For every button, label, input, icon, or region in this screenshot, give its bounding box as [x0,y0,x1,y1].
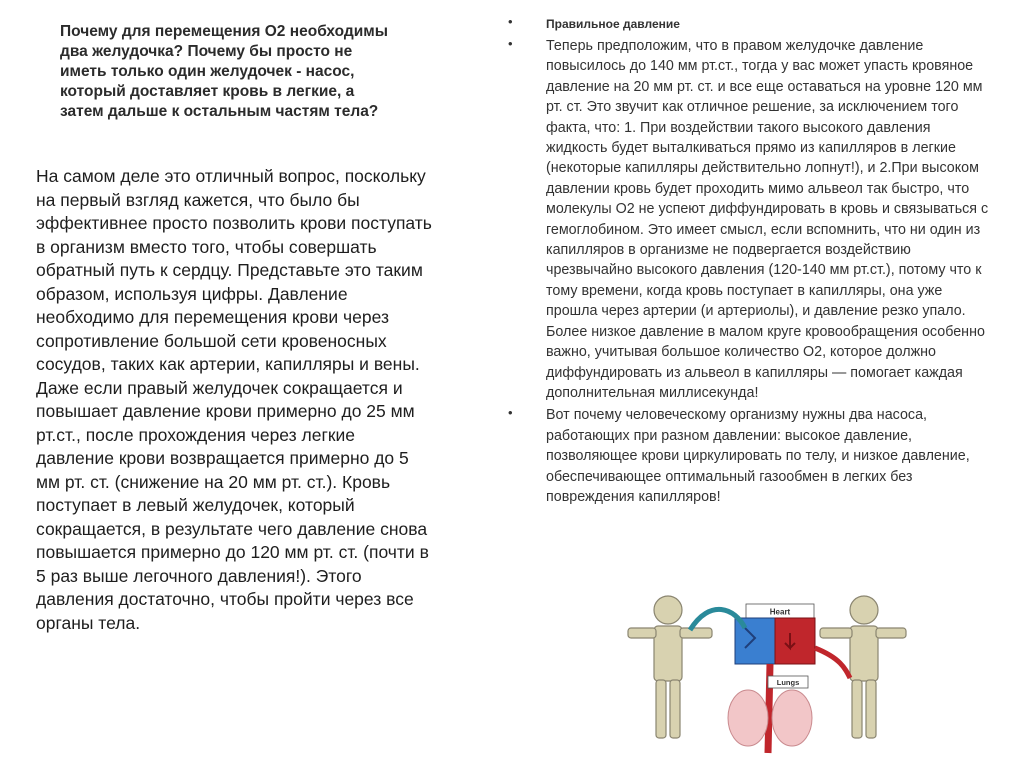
bullet-text-1: Теперь предположим, что в правом желудочке давление повысилось до 140 мм рт.ст., тогда у вас может упасть кровяное давление на 20 мм рт. ст. и все еще оставаться на уровне 120 мм рт. ст. Это звучит как отличное решение, за исключением того факта, что: 1. При воздействии такого высокого давления жидкость будет выталкиваться прямо из капилляров в легкие (некоторые капилляры действительно лопнут!), и 2.При высоком давлении кровь будет проходить мимо альвеол так быстро, что молекулы О2 не успеют диффундировать в кровь и связываться с гемоглобином. Это имеет смысл, если вспомнить, что ни один из капилляров в организме не подвергается воздействию чрезвычайно высокого давления (120-140 мм рт.ст.), потому что к тому времени, когда кровь поступает в капилляры, она уже прошла через артерии (и артериолы), и давление резко упало. Более низкое давление в малом круге кровообращения особенно важно, учитывая большое количество О2, которое должно диффундировать из альвеол в капилляры — помогает каждая дополнительная миллисекунда! [546,38,989,401]
blood-flow-arrow-right [815,648,850,678]
heart-label: Heart [769,607,791,617]
bullet-item-1 [500,36,1000,403]
section-title: Правильное давление [546,17,680,31]
bullet-text-2: Вот почему человеческому организму нужны два насоса, работающих при разном давлении: высокое давление, позволяющее крови циркулировать по телу, и низкое давление, обеспечивающее оптимальный газообмен в легких без повреждения капилляров! [546,407,970,505]
right-person-figure [820,596,906,738]
bullet-marker: • [508,36,513,51]
heart-box [735,604,815,664]
lungs-label: Lungs [776,678,800,687]
right-column [500,14,1000,507]
bullet-title-row [500,14,1000,34]
bullet-item-2 [500,405,1000,507]
answer-paragraph: На самом деле это отличный вопрос, поскольку на первый взгляд кажется, что было бы эффективнее просто позволить крови поступать в организм вместо того, чтобы совершать обратный путь к сердцу. Представьте это таким образом, используя цифры. Давление необходимо для перемещения крови через сопротивление большой сети кровеносных сосудов, таких как артерии, капилляры и вены. Даже если правый желудочек сокращается и повышает давление крови примерно до 25 мм рт.ст., после прохождения через легкие давление крови возвращается примерно до 5 мм рт. ст. (снижение на 20 мм рт. ст.). Кровь поступает в левый желудочек, который сокращается, в результате чего давление снова повышается примерно до 120 мм рт. ст. (почти в 5 раз выше легочного давления!). Этого давления достаточно, чтобы пройти через все органы тела. [36,166,432,633]
circulation-diagram [620,588,920,763]
question-heading: Почему для перемещения О2 необходимы два желудочка? Почему бы просто не иметь только один желудочек - насос, который доставляет кровь в легкие, а затем дальше к остальным частям тела? [60,23,388,120]
bullet-marker: • [508,14,513,29]
bullet-marker: • [508,405,513,421]
